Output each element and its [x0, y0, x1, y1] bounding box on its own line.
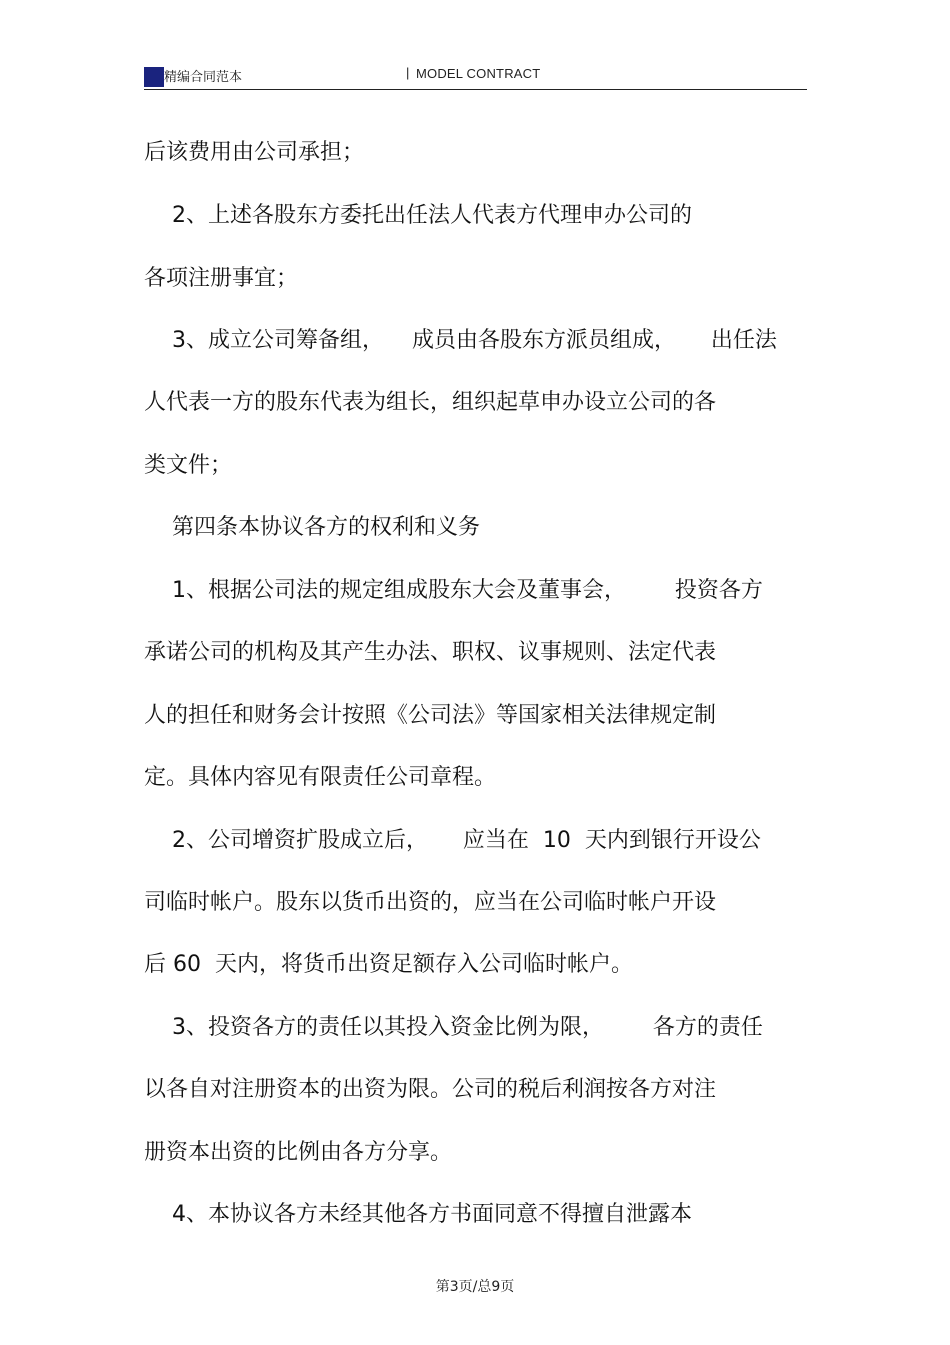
body-line: 册资本出资的比例由各方分享。 — [144, 1140, 453, 1165]
body-line: 定。具体内容见有限责任公司章程。 — [144, 765, 497, 790]
section-heading: 第四条本协议各方的权利和义务 — [144, 515, 480, 540]
body-line: 3、成立公司筹备组， 成员由各股东方派员组成， 出任法 — [144, 328, 777, 353]
page-header — [144, 62, 807, 90]
logo-square-icon — [144, 67, 164, 87]
header-brand: 精编合同范本 — [164, 70, 243, 85]
page-number: 第3页/总9页 — [435, 1279, 515, 1295]
body-line: 人的担任和财务会计按照《公司法》等国家相关法律规定制 — [144, 703, 717, 728]
header-subtitle: MODEL CONTRACT — [416, 66, 541, 81]
body-line: 1、根据公司法的规定组成股东大会及董事会， 投资各方 — [144, 578, 763, 603]
body-line: 人代表一方的股东代表为组长，组织起草申办设立公司的各 — [144, 390, 717, 415]
header-separator: | — [406, 65, 410, 80]
body-line: 后 60 天内，将货币出资足额存入公司临时帐户。 — [144, 952, 633, 977]
body-line: 2、公司增资扩股成立后， 应当在 10 天内到银行开设公 — [144, 828, 761, 853]
body-line: 后该费用由公司承担； — [144, 140, 365, 165]
body-line: 各项注册事宜； — [144, 266, 299, 291]
body-line: 承诺公司的机构及其产生办法、职权、议事规则、法定代表 — [144, 640, 717, 665]
body-line: 2、上述各股东方委托出任法人代表方代理申办公司的 — [144, 203, 692, 228]
body-line: 3、投资各方的责任以其投入资金比例为限， 各方的责任 — [144, 1015, 763, 1040]
body-line: 类文件； — [144, 453, 233, 478]
body-line: 4、本协议各方未经其他各方书面同意不得擅自泄露本 — [144, 1202, 692, 1227]
body-line: 司临时帐户。股东以货币出资的，应当在公司临时帐户开设 — [144, 890, 717, 915]
body-line: 以各自对注册资本的出资为限。公司的税后利润按各方对注 — [144, 1077, 717, 1102]
